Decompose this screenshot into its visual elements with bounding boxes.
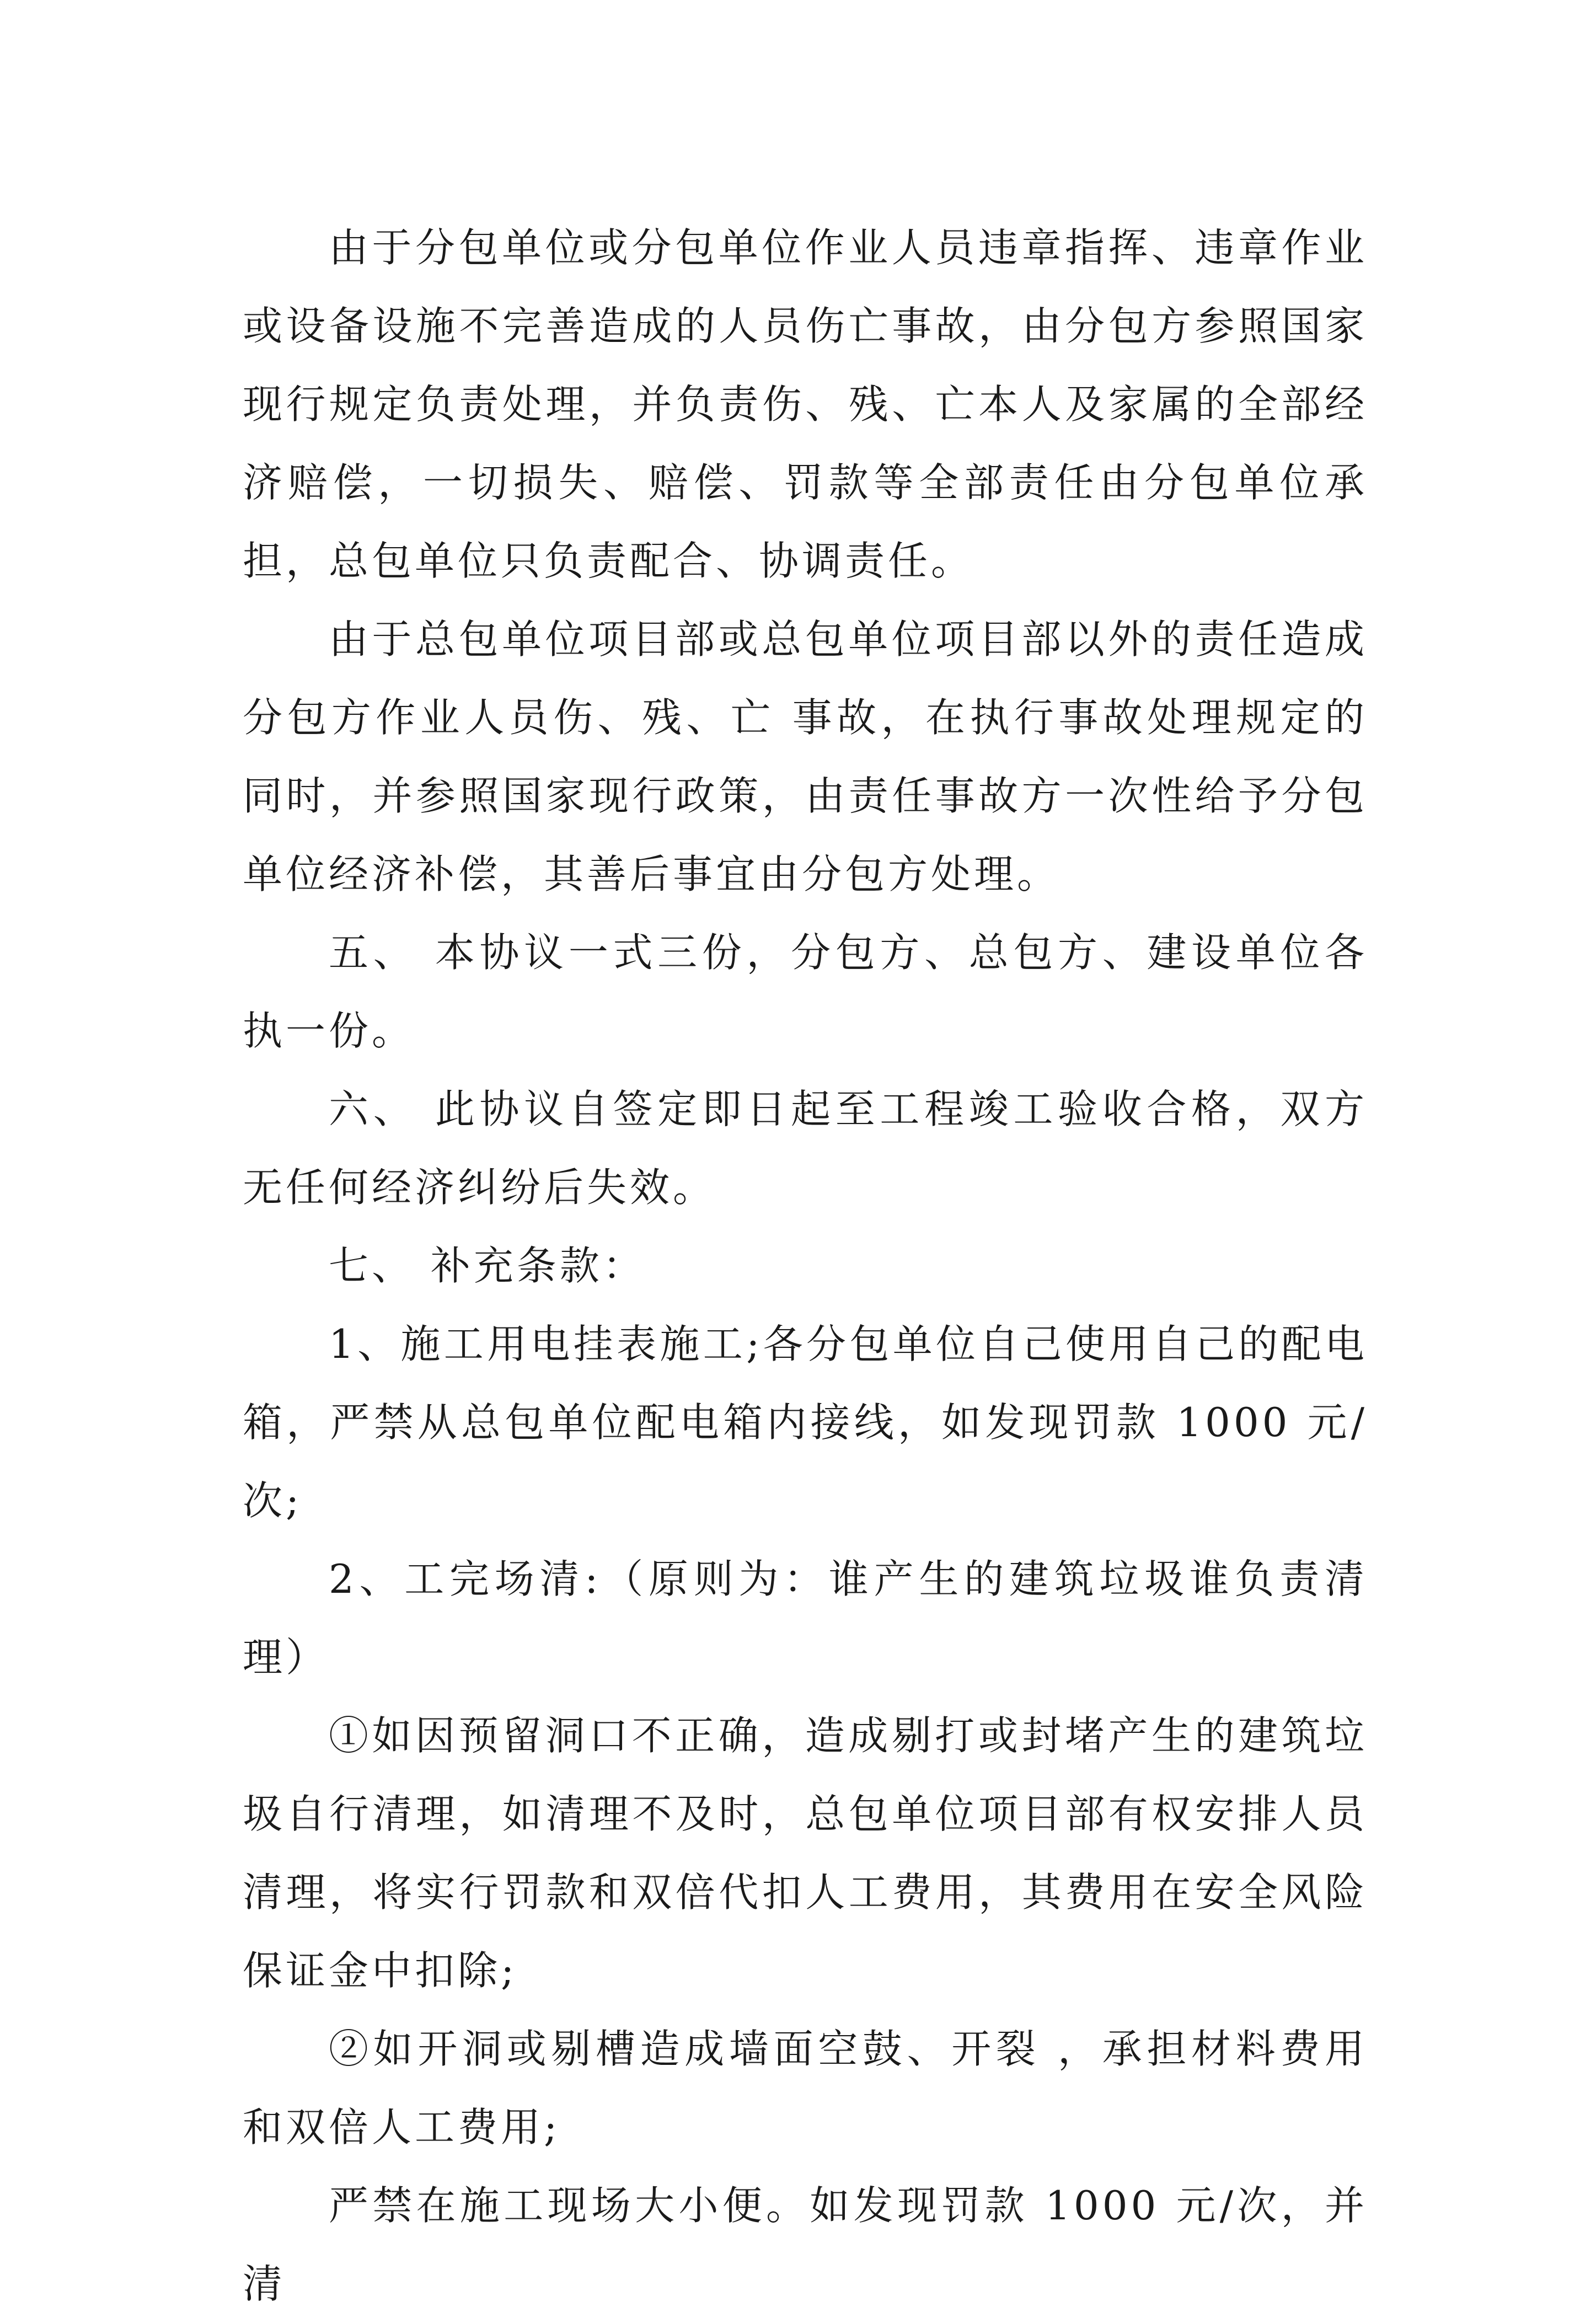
paragraph-clause-seven: 七、 补充条款： bbox=[329, 1243, 646, 1289]
paragraph-clause-five: 五、 本协议一式三份，分包方、总包方、建设单位各执一份。 bbox=[243, 929, 1368, 1054]
paragraph-supplement-2: 2、工完场清:（原则为：谁产生的建筑垃圾谁负责清理） bbox=[243, 1556, 1368, 1680]
paragraph-clause-six: 六、 此协议自签定即日起至工程竣工验收合格，双方无任何经济纠纷后失效。 bbox=[243, 1086, 1368, 1211]
paragraph-no-urination: 严禁在施工现场大小便。如发现罚款 1000 元/次，并清 bbox=[243, 2182, 1368, 2307]
paragraph-supplement-2-item-2: ②如开洞或剔槽造成墙面空鼓、开裂 ，承担材料费用和双倍人工费用; bbox=[243, 2026, 1368, 2150]
paragraph-accident-subcontractor: 由于分包单位或分包单位作业人员违章指挥、违章作业或设备设施不完善造成的人员伤亡事故，由分包方参照国家现行规定负责处理，并负责伤、残、亡本人及家属的全部经济赔偿，一切损失、赔偿、罚款等全部责任由分包单位承担，总包单位只负责配合、协调责任。 bbox=[243, 224, 1368, 584]
paragraph-accident-general-contractor: 由于总包单位项目部或总包单位项目部以外的责任造成分包方作业人员伤、残、亡 事故，在执行事故处理规定的同时，并参照国家现行政策，由责任事故方一次性给予分包单位经济补偿，其善后事宜由分包方处理。 bbox=[243, 616, 1368, 897]
paragraph-supplement-1: 1、施工用电挂表施工;各分包单位自己使用自己的配电箱，严禁从总包单位配电箱内接线，如发现罚款 1000 元/次; bbox=[243, 1321, 1368, 1524]
document-body bbox=[243, 208, 1368, 2323]
paragraph-supplement-2-item-1: ①如因预留洞口不正确，造成剔打或封堵产生的建筑垃圾自行清理，如清理不及时，总包单位项目部有权安排人员清理，将实行罚款和双倍代扣人工费用，其费用在安全风险保证金中扣除; bbox=[243, 1712, 1368, 1994]
